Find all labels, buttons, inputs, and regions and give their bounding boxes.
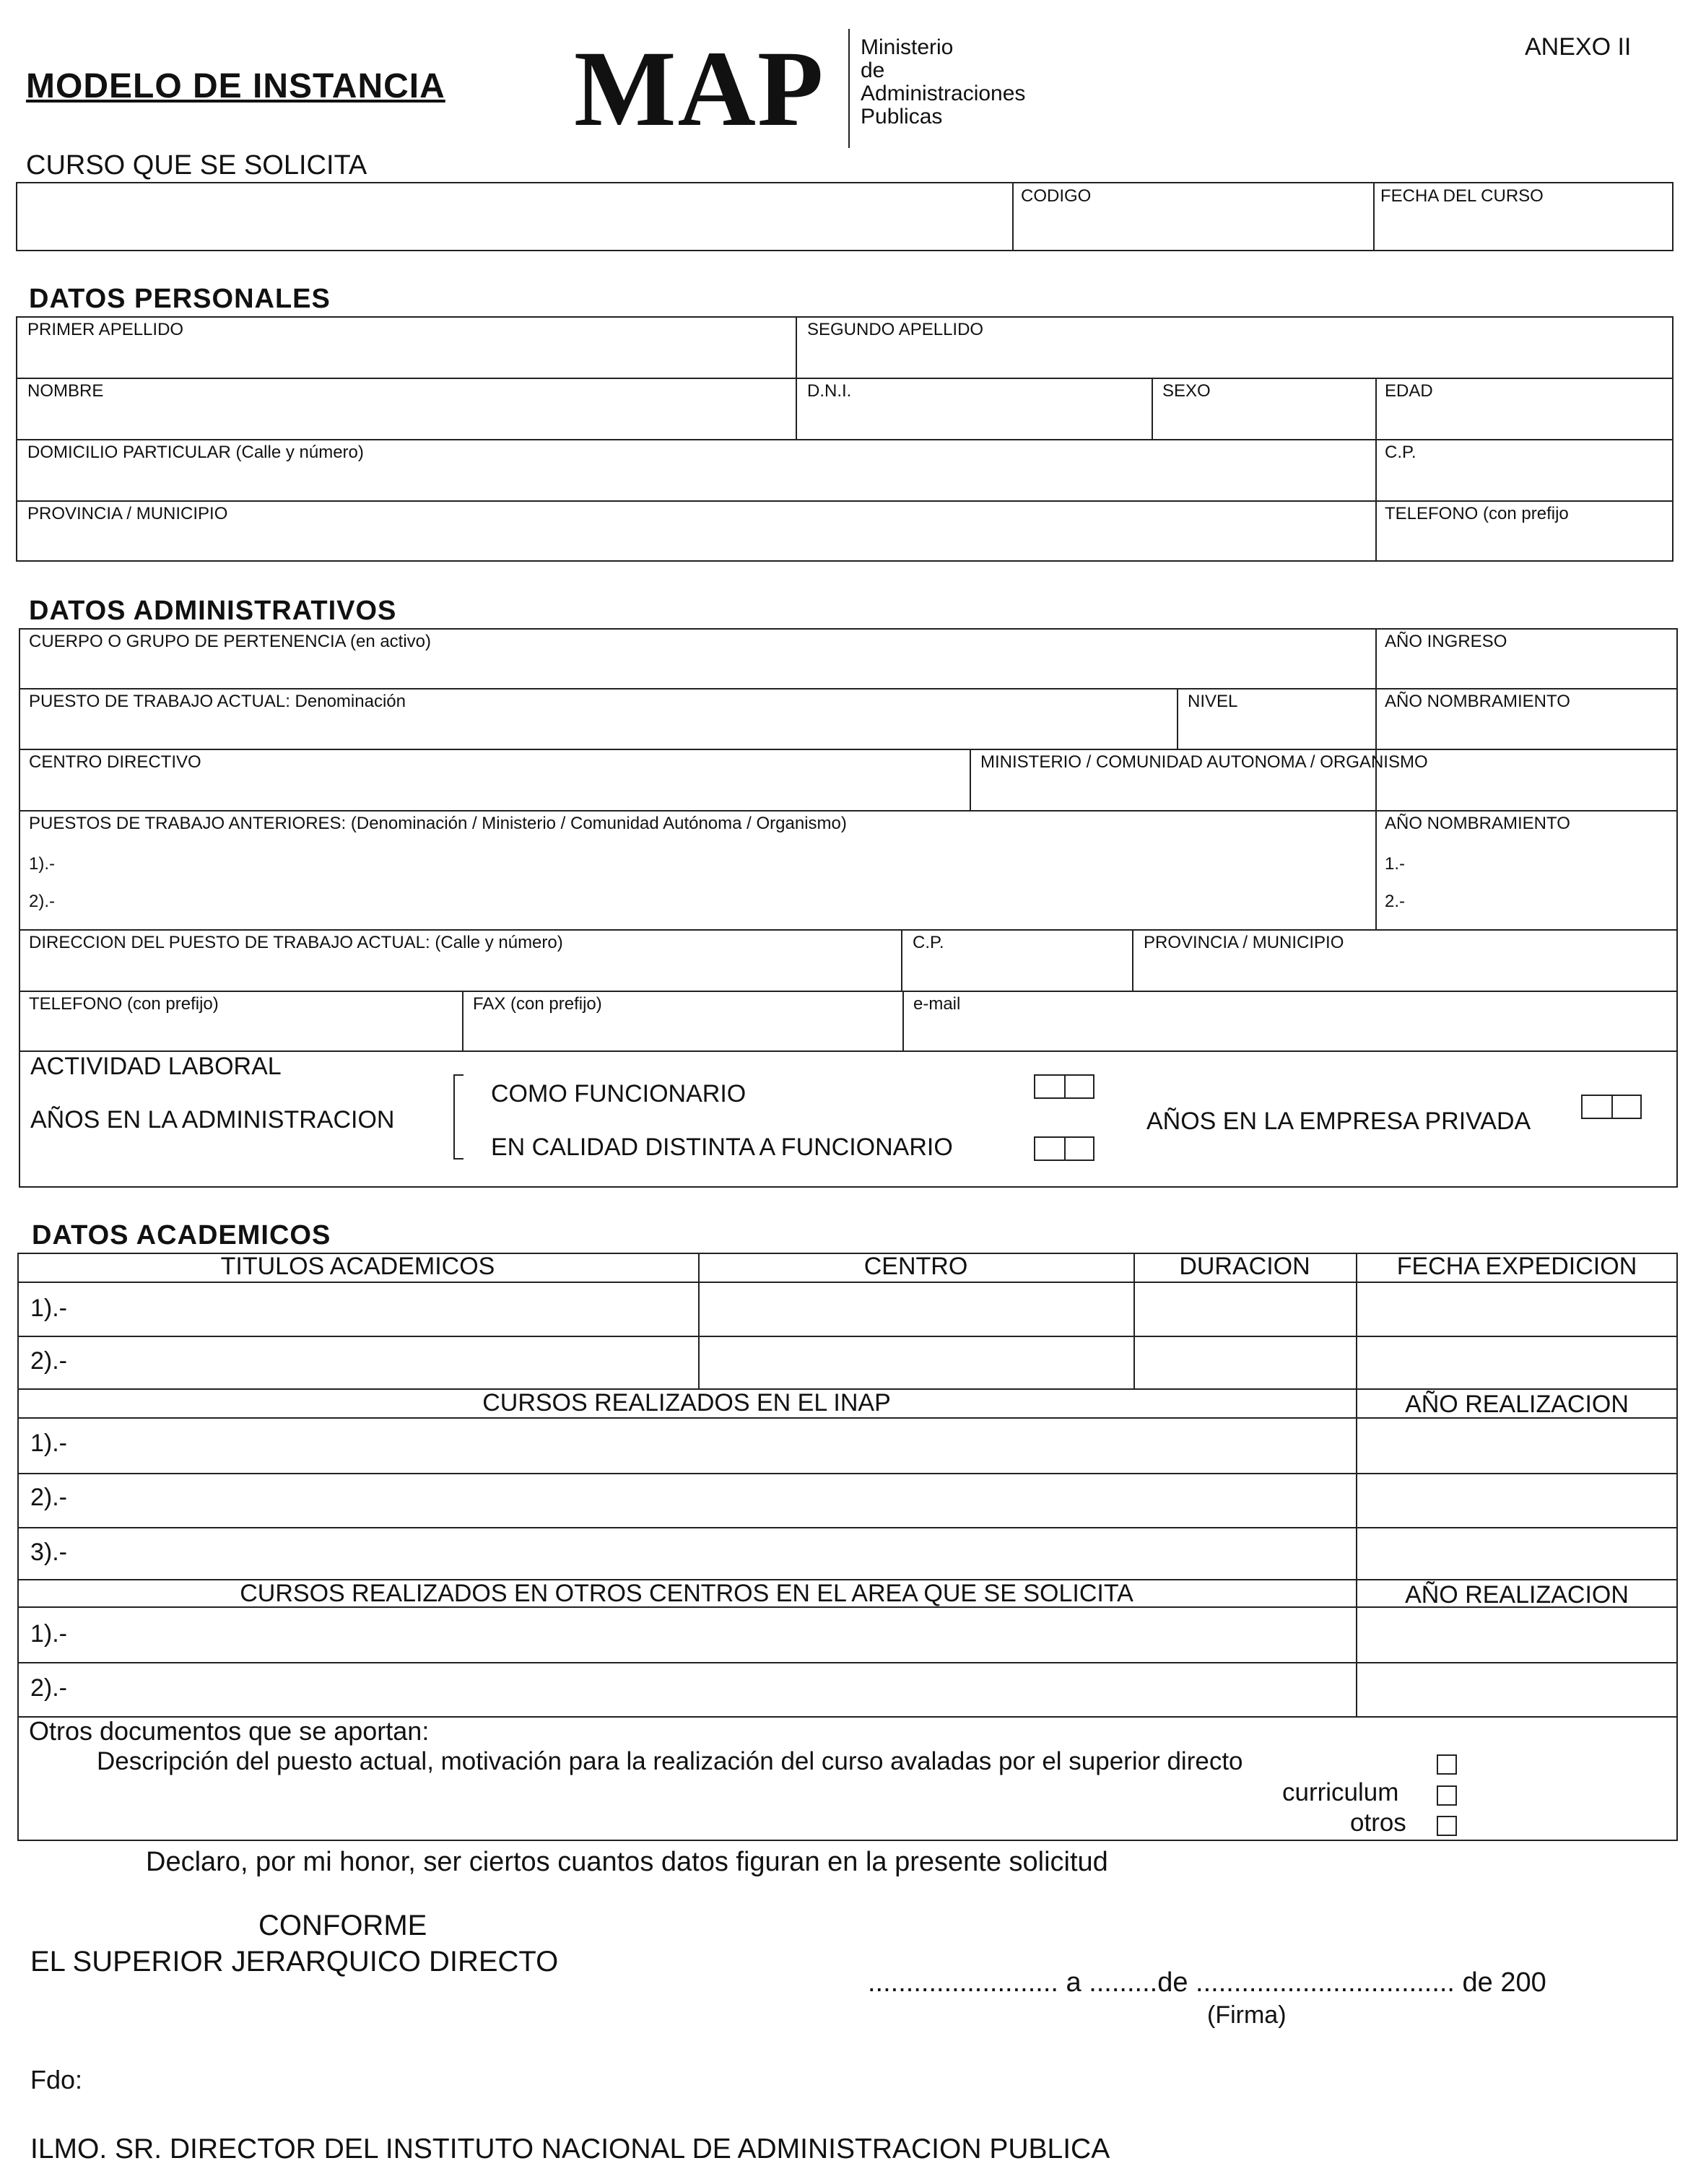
nivel-input[interactable] <box>1180 713 1372 746</box>
divider <box>901 929 902 991</box>
nombre-input[interactable] <box>19 402 793 437</box>
direccion-input[interactable] <box>22 954 898 988</box>
puesto-anterior-1-input[interactable] <box>72 849 1372 881</box>
inap-ano-3-input[interactable] <box>1359 1529 1675 1577</box>
ano-nombramiento-input[interactable] <box>1378 713 1675 746</box>
form-title: MODELO DE INSTANCIA <box>26 67 445 105</box>
inap-row-3-input[interactable] <box>79 1529 1353 1577</box>
duracion-row-1-input[interactable] <box>1136 1284 1353 1334</box>
divider <box>19 929 1678 931</box>
direccion-label: DIRECCION DEL PUESTO DE TRABAJO ACTUAL: (Calle y número) <box>29 933 563 952</box>
divider <box>17 1336 1678 1337</box>
divider <box>1356 1253 1357 1716</box>
puesto-anterior-1-label: 1).- <box>29 854 55 874</box>
admin-telefono-label: TELEFONO (con prefijo) <box>29 994 219 1014</box>
inap-ano-2-input[interactable] <box>1359 1475 1675 1525</box>
fax-input[interactable] <box>465 1015 900 1048</box>
divider <box>796 316 797 439</box>
divider <box>19 1050 1678 1052</box>
dni-input[interactable] <box>798 402 1149 437</box>
administrativos-heading: DATOS ADMINISTRATIVOS <box>29 596 397 626</box>
cuerpo-label: CUERPO O GRUPO DE PERTENENCIA (en activo) <box>29 632 432 651</box>
otros-ano-1-input[interactable] <box>1359 1609 1675 1660</box>
inap-ano-1-input[interactable] <box>1359 1420 1675 1471</box>
divider <box>902 991 904 1050</box>
bracket <box>453 1074 463 1160</box>
ano-ingreso-input[interactable] <box>1378 653 1675 686</box>
privada-years-box[interactable] <box>1581 1095 1642 1119</box>
ano-anterior-1-label: 1.- <box>1385 854 1406 874</box>
divider <box>1375 378 1377 562</box>
dni-label: D.N.I. <box>807 381 852 401</box>
nombre-label: NOMBRE <box>27 381 104 401</box>
ministerio-label: MINISTERIO / COMUNIDAD AUTONOMA / ORGANISMO <box>980 752 1428 772</box>
divider <box>19 810 1678 812</box>
divider <box>1373 182 1375 251</box>
otros-ano-header: AÑO REALIZACION <box>1405 1581 1629 1609</box>
divider <box>16 439 1674 440</box>
fecha-curso-label: FECHA DEL CURSO <box>1380 186 1544 206</box>
divider <box>1132 929 1133 991</box>
map-logo: MAP <box>574 29 825 149</box>
annex-label: ANEXO II <box>1525 33 1632 61</box>
centro-row-1-input[interactable] <box>701 1284 1131 1334</box>
primer-apellido-input[interactable] <box>19 341 793 375</box>
titulo-row-1-label: 1).- <box>30 1295 67 1322</box>
ministry-line-2: de <box>861 58 885 82</box>
edad-input[interactable] <box>1378 402 1671 437</box>
otros-row-1-label: 1).- <box>30 1620 67 1648</box>
titulo-row-1-input[interactable] <box>79 1284 695 1334</box>
academicos-heading: DATOS ACADEMICOS <box>32 1220 331 1250</box>
ano-anterior-2-label: 2.- <box>1385 892 1406 911</box>
otros-checkbox[interactable] <box>1437 1816 1457 1836</box>
puesto-anterior-2-input[interactable] <box>72 887 1372 918</box>
primer-apellido-label: PRIMER APELLIDO <box>27 320 184 339</box>
divider <box>970 749 971 810</box>
dir-provincia-input[interactable] <box>1135 954 1675 988</box>
como-funcionario-label: COMO FUNCIONARIO <box>491 1080 747 1108</box>
email-input[interactable] <box>905 1015 1675 1048</box>
destinatario-label: ILMO. SR. DIRECTOR DEL INSTITUTO NACIONAL DE ADMINISTRACION PUBLICA <box>30 2133 1110 2165</box>
cuerpo-input[interactable] <box>22 653 1372 686</box>
actividad-laboral-label: ACTIVIDAD LABORAL <box>30 1053 282 1080</box>
divider <box>1375 810 1377 929</box>
distinta-years-box[interactable] <box>1034 1136 1094 1161</box>
puesto-actual-input[interactable] <box>22 713 1174 746</box>
provincia-input[interactable] <box>19 525 1372 560</box>
fdo-input[interactable] <box>94 2062 599 2097</box>
otros-row-2-label: 2).- <box>30 1674 67 1702</box>
domicilio-input[interactable] <box>19 464 1372 498</box>
col-titulos-header: TITULOS ACADEMICOS <box>220 1253 495 1280</box>
descripcion-label: Descripción del puesto actual, motivación para la realización del curso avaladas por el superior directo <box>97 1747 1243 1775</box>
puesto-anterior-2-label: 2).- <box>29 892 55 911</box>
divider <box>1012 182 1014 251</box>
declaracion-text: Declaro, por mi honor, ser ciertos cuantos datos figuran en la presente solicitud <box>146 1847 1108 1877</box>
ano-anterior-1-input[interactable] <box>1415 849 1675 881</box>
inap-header: CURSOS REALIZADOS EN EL INAP <box>482 1389 891 1417</box>
otros-row-1-input[interactable] <box>79 1609 1353 1660</box>
titulo-row-2-input[interactable] <box>79 1338 695 1386</box>
inap-row-2-input[interactable] <box>79 1475 1353 1525</box>
provincia-label: PROVINCIA / MUNICIPIO <box>27 504 228 523</box>
ano-nombramiento-label: AÑO NOMBRAMIENTO <box>1385 692 1570 711</box>
divider <box>19 749 1678 750</box>
ano-ingreso-label: AÑO INGRESO <box>1385 632 1507 651</box>
fax-label: FAX (con prefijo) <box>473 994 602 1014</box>
divider <box>16 500 1674 502</box>
divider <box>16 378 1674 379</box>
telefono-label: TELEFONO (con prefijo <box>1385 504 1569 523</box>
divider <box>17 1282 1678 1283</box>
admin-telefono-input[interactable] <box>22 1015 459 1048</box>
ministry-line-4: Publicas <box>861 105 943 129</box>
anos-admin-label: AÑOS EN LA ADMINISTRACION <box>30 1106 395 1134</box>
fecha-row-2-input[interactable] <box>1359 1338 1675 1386</box>
titulo-row-2-label: 2).- <box>30 1347 67 1375</box>
cp-label: C.P. <box>1385 443 1416 462</box>
distinta-label: EN CALIDAD DISTINTA A FUNCIONARIO <box>491 1134 953 1161</box>
cp-input[interactable] <box>1378 464 1671 498</box>
ano-nombramiento-2-label: AÑO NOMBRAMIENTO <box>1385 814 1570 833</box>
otros-centros-header: CURSOS REALIZADOS EN OTROS CENTROS EN EL AREA QUE SE SOLICITA <box>240 1580 1133 1607</box>
otros-row-2-input[interactable] <box>79 1665 1353 1714</box>
dir-cp-label: C.P. <box>913 933 944 952</box>
inap-row-3-label: 3).- <box>30 1539 67 1566</box>
dir-cp-input[interactable] <box>904 954 1129 988</box>
domicilio-label: DOMICILIO PARTICULAR (Calle y número) <box>27 443 364 462</box>
fecha-curso-input[interactable] <box>1376 209 1671 248</box>
como-funcionario-years-box[interactable] <box>1034 1074 1094 1099</box>
divider <box>1177 688 1178 749</box>
divider <box>462 991 463 1050</box>
documentos-heading: Otros documentos que se aportan: <box>29 1716 430 1746</box>
col-fecha-header: FECHA EXPEDICION <box>1396 1253 1637 1280</box>
ministerio-input[interactable] <box>972 773 1675 807</box>
personales-heading: DATOS PERSONALES <box>29 284 331 314</box>
duracion-row-2-input[interactable] <box>1136 1338 1353 1386</box>
email-label: e-mail <box>913 994 961 1014</box>
firma-label: (Firma) <box>1207 2001 1287 2029</box>
curriculum-checkbox[interactable] <box>1437 1785 1457 1806</box>
sexo-label: SEXO <box>1162 381 1211 401</box>
divider <box>19 991 1678 992</box>
nivel-label: NIVEL <box>1188 692 1238 711</box>
telefono-input[interactable] <box>1378 525 1671 560</box>
divider <box>1152 378 1153 439</box>
puesto-actual-label: PUESTO DE TRABAJO ACTUAL: Denominación <box>29 692 406 711</box>
dir-provincia-label: PROVINCIA / MUNICIPIO <box>1144 933 1344 952</box>
superior-label: EL SUPERIOR JERARQUICO DIRECTO <box>30 1946 559 1978</box>
centro-directivo-label: CENTRO DIRECTIVO <box>29 752 201 772</box>
centro-directivo-input[interactable] <box>22 773 967 807</box>
ano-anterior-2-input[interactable] <box>1415 887 1675 918</box>
fecha-row-1-input[interactable] <box>1359 1284 1675 1334</box>
col-centro-header: CENTRO <box>863 1253 968 1280</box>
descripcion-checkbox[interactable] <box>1437 1754 1457 1775</box>
inap-row-1-label: 1).- <box>30 1430 67 1457</box>
otros-ano-2-input[interactable] <box>1359 1665 1675 1714</box>
conforme-label: CONFORME <box>258 1910 427 1941</box>
ministry-line-1: Ministerio <box>861 35 954 59</box>
inap-ano-header: AÑO REALIZACION <box>1405 1391 1629 1418</box>
curriculum-label: curriculum <box>1282 1778 1399 1806</box>
fdo-label: Fdo: <box>30 2065 83 2094</box>
divider <box>17 1473 1678 1474</box>
divider <box>19 688 1678 689</box>
divider <box>17 1662 1678 1663</box>
logo-divider <box>848 29 850 148</box>
curso-heading: CURSO QUE SE SOLICITA <box>26 150 367 180</box>
inap-row-2-label: 2).- <box>30 1484 67 1511</box>
segundo-apellido-input[interactable] <box>798 341 1671 375</box>
inap-row-1-input[interactable] <box>79 1420 1353 1471</box>
ministry-name <box>861 36 1025 129</box>
puestos-anteriores-label: PUESTOS DE TRABAJO ANTERIORES: (Denominación / Ministerio / Comunidad Autónoma / Organismo) <box>29 814 847 833</box>
divider <box>17 1527 1678 1528</box>
otros-label: otros <box>1350 1809 1406 1837</box>
codigo-input[interactable] <box>1015 209 1370 248</box>
col-duracion-header: DURACION <box>1179 1253 1310 1280</box>
fecha-firma-line[interactable]: ......................... a .........de .................................. de 200 <box>868 1967 1546 1998</box>
anos-privada-label: AÑOS EN LA EMPRESA PRIVADA <box>1146 1108 1531 1135</box>
edad-label: EDAD <box>1385 381 1433 401</box>
ministry-line-3: Administraciones <box>861 82 1026 105</box>
sexo-input[interactable] <box>1154 402 1372 437</box>
codigo-label: CODIGO <box>1021 186 1092 206</box>
segundo-apellido-label: SEGUNDO APELLIDO <box>807 320 984 339</box>
curso-input[interactable] <box>19 185 1009 248</box>
centro-row-2-input[interactable] <box>701 1338 1131 1386</box>
